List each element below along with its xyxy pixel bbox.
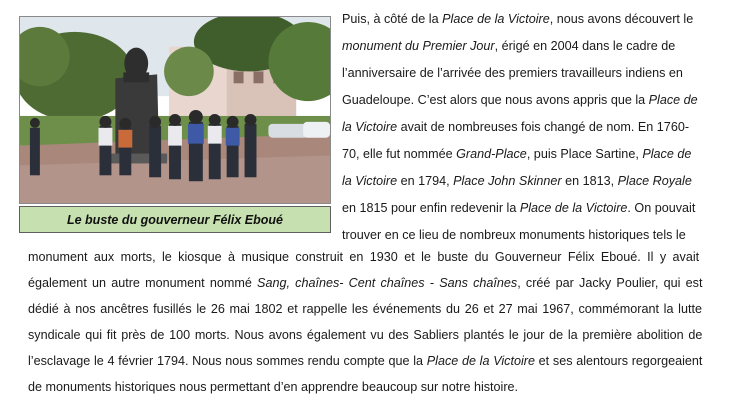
text-segment: 70, elle fut nommée xyxy=(342,147,457,161)
italic-text-segment: Place Royale xyxy=(617,174,692,188)
text-line xyxy=(28,379,518,395)
text-segment: également un autre monument nommé xyxy=(28,276,258,290)
italic-text-segment: Place de xyxy=(648,93,698,107)
text-segment: l’esclavage le 4 février 1794. Nous nous sommes rendu compte que la xyxy=(28,354,427,368)
figure xyxy=(19,16,331,233)
italic-text-segment: Place John Skinner xyxy=(453,174,562,188)
text-segment: , érigé en 2004 dans le cadre de xyxy=(494,39,676,53)
text-line xyxy=(28,353,702,369)
text-line xyxy=(28,301,702,317)
text-line xyxy=(342,227,702,243)
text-segment: l’anniversaire de l’arrivée des premiers travailleurs indiens en xyxy=(342,66,683,80)
italic-text-segment: la Victoire xyxy=(342,120,398,134)
text-segment: , puis Place Sartine, xyxy=(526,147,643,161)
text-line xyxy=(342,146,702,162)
text-line xyxy=(342,65,702,81)
italic-text-segment: Sang, chaînes- Cent chaînes - Sans chaînes xyxy=(257,276,518,290)
italic-text-segment: Place de la Victoire xyxy=(442,12,550,26)
text-line xyxy=(28,249,699,265)
text-segment: . On pouvait xyxy=(627,201,696,215)
text-segment: , nous avons découvert le xyxy=(549,12,694,26)
text-segment: , créé par Jacky Poulier, qui est xyxy=(517,276,703,290)
text-segment: en 1794, xyxy=(397,174,454,188)
text-segment: Guadeloupe. C’est alors que nous avons appris que la xyxy=(342,93,649,107)
text-segment: dédié à nos ancêtres fusillés le 26 mai 1802 et rappelle les événements du 26 et 27 mai 1967, commémorant la lutte xyxy=(28,302,702,316)
text-segment: en 1813, xyxy=(561,174,618,188)
italic-text-segment: Place de xyxy=(642,147,692,161)
photo-bust-felix-eboue xyxy=(19,16,331,204)
italic-text-segment: monument du Premier Jour xyxy=(342,39,495,53)
figure-caption: Le buste du gouverneur Félix Eboué xyxy=(19,206,331,233)
text-line xyxy=(342,92,702,108)
text-segment: monument aux morts, le kiosque à musique construit en 1930 et le buste du Gouverneur Félix Eboué. Il y avait xyxy=(28,250,700,264)
italic-text-segment: Place de la Victoire xyxy=(519,201,628,215)
text-line xyxy=(342,11,702,27)
text-line xyxy=(342,200,702,216)
text-segment: syndicale qui fit près de 100 morts. Nous avons également vu des Sabliers plantés le jour de la première abolition de xyxy=(28,328,703,342)
text-line xyxy=(342,173,702,189)
text-line xyxy=(342,119,702,135)
text-line xyxy=(28,275,702,291)
text-segment: et ses alentours regorgeaient xyxy=(534,354,703,368)
text-segment: de monuments historiques nous permettant d’en apprendre beaucoup sur notre histoire. xyxy=(28,380,519,394)
text-line xyxy=(28,327,702,343)
text-segment: Puis, à côté de la xyxy=(342,12,443,26)
text-segment: en 1815 pour enfin redevenir la xyxy=(342,201,520,215)
text-line xyxy=(342,38,702,54)
italic-text-segment: Place de la Victoire xyxy=(426,354,535,368)
italic-text-segment: Grand-Place xyxy=(456,147,527,161)
italic-text-segment: la Victoire xyxy=(342,174,398,188)
text-segment: trouver en ce lieu de nombreux monuments historiques tels le xyxy=(342,228,686,242)
text-segment: avait de nombreuses fois changé de nom. En 1760- xyxy=(397,120,690,134)
